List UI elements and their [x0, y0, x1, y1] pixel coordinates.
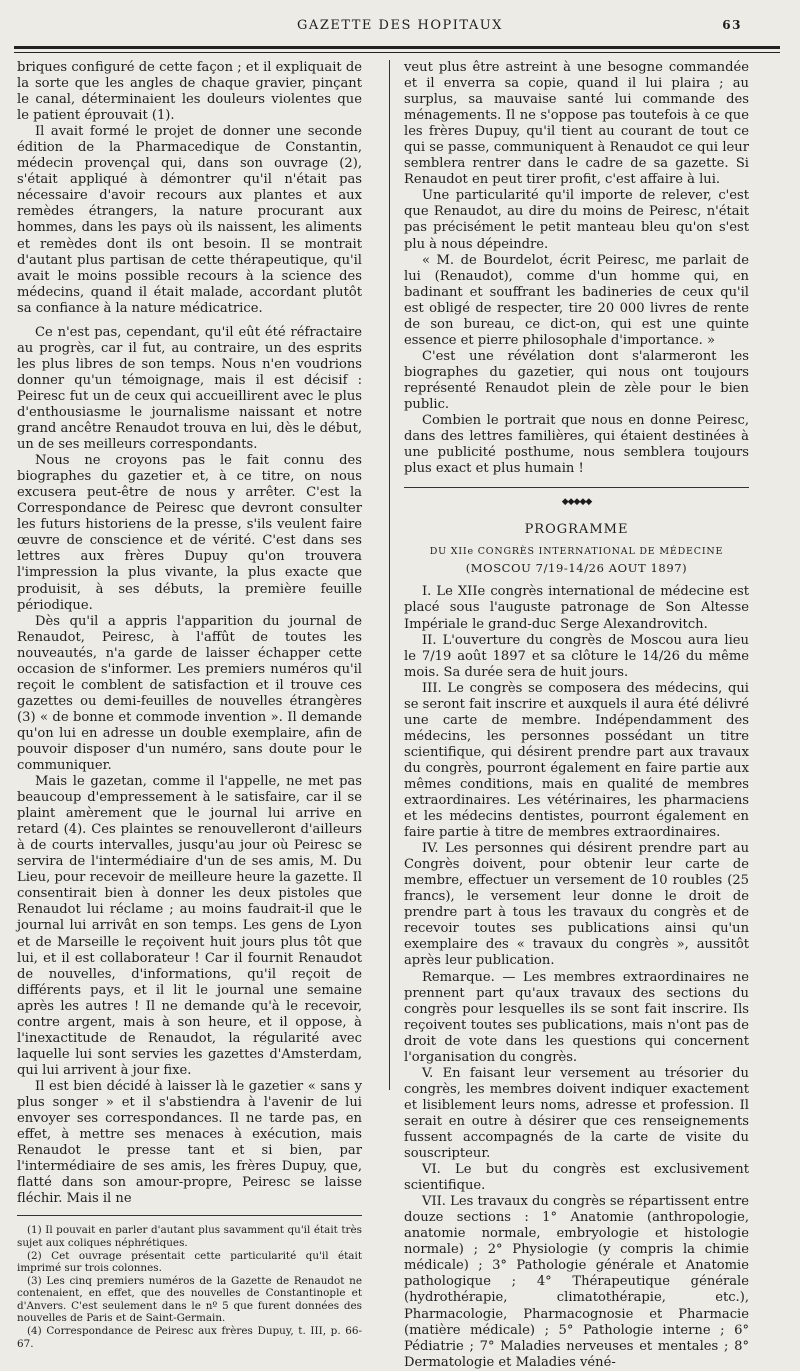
- left-paragraph: Ce n'est pas, cependant, qu'il eût été réfractaire au progrès, car il fut, au contraire, un des esprits les plus libres de son temps. Nous n'en voudrions donner qu'un témoignage, mais il est décisif : Peiresc fut un de ceux qui accueillirent avec le plus d'enthousiasme le journalisme naissant et notre grand ancêtre Renaudot trouva en lui, dès le début, un de ses meilleurs correspondants.: [17, 324, 362, 453]
- left-column: [17, 60, 362, 1350]
- right-paragraph: Combien le portrait que nous en donne Peiresc, dans des lettres familières, qui étaient destinées à une publicité posthume, nous semblera toujours plus exact et plus humain !: [404, 413, 749, 477]
- left-paragraph: Dès qu'il a appris l'apparition du journal de Renaudot, Peiresc, à l'affût de toutes les nouveautés, n'a garde de laisser échapper cette occasion de s'informer. Les premiers numéros qu'il reçoit le comblent de satisfaction et il trouve ces gazettes ou demi-feuilles de nouvelles étrangères (3) « de bonne et commode invention ». Il demande qu'on lui en adresse un double exemplaire, afin de pouvoir disposer d'un numéro, sans doute pour le communiquer.: [17, 613, 362, 774]
- programme-remark: Remarque. — Les membres extraordinaires ne prennent part qu'aux travaux des sections du congrès pour lesquelles ils se sont fait inscrire. Ils reçoivent toutes ses publications, mais n'ont pas de droit de vote dans les questions qui concernent l'organisation du congrès.: [404, 969, 749, 1065]
- left-paragraph: Mais le gazetan, comme il l'appelle, ne met pas beaucoup d'empressement à le satisfaire, car il se plaint amèrement que le journal lui arrive en retard (4). Ces plaintes se renouvelleront d'ailleurs à de courts intervalles, jusqu'au jour où Peiresc se servira de l'intermédiaire d'un de ses amis, M. Du Lieu, pour recevoir de meilleure heure la gazette. Il consentirait bien à donner les deux pistoles que Renaudot lui réclame ; au moins faudrait-il que le journal lui arrivât en son temps. Les gens de Lyon et de Marseille le reçoivent huit jours plus tôt que lui, et il est collaborateur ! Car il fournit Renaudot de nouvelles, d'informations, qu'il reçoit de différents pays, et il lit le journal une semaine après les autres ! Il ne demande qu'à le recevoir, contre argent, mais à son heure, et il oppose, à l'inexactitude de Renaudot, la régularité avec laquelle lui sont servies les gazettes d'Amsterdam, qui lui arrivent à jour fixe.: [17, 774, 362, 1078]
- footnotes: [17, 1224, 362, 1350]
- left-paragraph: briques configuré de cette façon ; et il expliquait de la sorte que les angles de chaque gravier, pinçant le canal, déterminaient les douleurs violentes que le patient éprouvait (1).: [17, 60, 362, 124]
- programme-article: VI. Le but du congrès est exclusivement scientifique.: [404, 1162, 749, 1194]
- header-rule-thin: [14, 52, 780, 53]
- footnote: (1) Il pouvait en parler d'autant plus savamment qu'il était très sujet aux coliques néphrétiques.: [17, 1224, 362, 1249]
- page-number: 63: [722, 18, 742, 32]
- footnote: (2) Cet ouvrage présentait cette particularité qu'il était imprimé sur trois colonnes.: [17, 1249, 362, 1275]
- right-paragraph: « M. de Bourdelot, écrit Peiresc, me parlait de lui (Renaudot), comme d'un homme qui, en badinant et souffrant les badineries de ceux qu'il est obligé de respecter, tire 20 000 livres de rente de son bureau, ce dict-on, qui est une quinte essence et pierre philosophale d'importance. »: [404, 252, 749, 348]
- programme-dates: (MOSCOU 7/19-14/26 AOUT 1897): [465, 561, 688, 576]
- footnote: (4) Correspondance de Peiresc aux frères Dupuy, t. III, p. 66-67.: [17, 1325, 362, 1350]
- programme-article: V. En faisant leur versement au trésorier du congrès, les membres doivent indiquer exactement et lisiblement leurs noms, adresse et profession. Il serait en outre à désirer que ces renseignements fussent accompagnés de la carte de visite du souscripteur.: [404, 1065, 749, 1162]
- programme-article: III. Le congrès se composera des médecins, qui se seront fait inscrire et auxquels il aura été délivré une carte de membre. Indépendamment des médecins, les personnes possédant un titre scientifique, qui désirent prendre part aux travaux du congrès, pourront également en faire partie aux mêmes conditions, mais en qualité de membres extraordinaires. Les vétérinaires, les pharmaciens et les médecins dentistes, pourront également en faire partie à titre de membres extraordinaires.: [404, 680, 749, 841]
- programme-article: I. Le XIIe congrès international de médecine est placé sous l'auguste patronage de Son Altesse Impériale le grand-duc Serge Alexandrovitch.: [404, 584, 749, 632]
- footnote: (3) Les cinq premiers numéros de la Gazette de Renaudot ne contenaient, en effet, que des nouvelles de Constantinople et d'Anvers. C'est seulement dans le nº 5 que furent données des nouvelles de Paris et de Saint-Germain.: [17, 1274, 362, 1325]
- programme-title: PROGRAMME: [524, 522, 629, 538]
- programme-article: II. L'ouverture du congrès de Moscou aura lieu le 7/19 août 1897 et sa clôture le 14/26 du même mois. Sa durée sera de huit jours.: [404, 632, 749, 680]
- journal-title: GAZETTE DES HOPITAUX: [297, 18, 503, 33]
- right-paragraph: veut plus être astreint à une besogne commandée et il enverra sa copie, quand il lui plaira ; au surplus, sa mauvaise santé lui commande des ménagements. Il ne s'oppose pas toutefois à ce que les frères Dupuy, qu'il tient au courant de tout ce qui se passe, communiquent à Renaudot ce qui leur semblera rentrer dans le cadre de sa gazette. Si Renaudot en peut tirer profit, c'est affaire à lui.: [404, 60, 749, 188]
- section-rule: [404, 487, 749, 488]
- left-paragraph: Il avait formé le projet de donner une seconde édition de la Pharmacedique de Constantin, médecin provençal qui, dans son ouvrage (2), s'était appliqué à démontrer qu'il n'était pas nécessaire d'avoir recours aux plantes et aux remèdes étrangers, la nature procurant aux hommes, dans les pays où ils naissent, les aliments et remèdes dont ils ont besoin. Il se montrait d'autant plus partisan de cette thérapeutique, qu'il avait le moins possible recours à la science des médecins, quand il était malade, accordant plutôt sa confiance à la nature médicatrice.: [17, 124, 362, 316]
- left-paragraph: Nous ne croyons pas le fait connu des biographes du gazetier et, à ce titre, on nous excusera peut-être de nous y arrêter. C'est la Correspondance de Peiresc que devront consulter les futurs historiens de la presse, s'ils veulent faire œuvre de conscience et de vérité. C'est dans ses lettres aux frères Dupuy qu'on trouvera l'impression la plus vivante, la plus exacte que produisit, à ses débuts, la première feuille périodique.: [17, 453, 362, 613]
- footnotes-rule: [17, 1215, 362, 1216]
- programme-subtitle: DU XIIe CONGRÈS INTERNATIONAL DE MÉDECINE: [429, 546, 724, 558]
- programme-article: IV. Les personnes qui désirent prendre part au Congrès doivent, pour obtenir leur carte de membre, effectuer un versement de 10 roubles (25 francs), le versement leur donne le droit de prendre part à tous les travaux du congrès et de recevoir toutes ses publications ainsi qu'un exemplaire des « travaux du congrès », aussitôt après leur publication.: [404, 841, 749, 969]
- right-paragraph: Une particularité qu'il importe de relever, c'est que Renaudot, au dire du moins de Peiresc, n'était pas précisément le petit manteau bleu qu'on s'est plu à nous dépeindre.: [404, 188, 749, 252]
- right-paragraph: C'est une révélation dont s'alarmeront les biographes du gazetier, qui nous ont toujours représenté Renaudot plein de zèle pour le bien public.: [404, 348, 749, 412]
- ornament-divider: ◆◆◆◆◆: [561, 497, 592, 508]
- running-head: [0, 18, 800, 38]
- left-paragraph: Il est bien décidé à laisser là le gazetier « sans y plus songer » et il s'abstiendra à l'avenir de lui envoyer ses correspondances. Il ne tarde pas, en effet, à mettre ses menaces à exécution, mais Renaudot le presse tant et si bien, par l'intermédiaire de ses amis, les frères Dupuy, que, flatté dans son amour-propre, Peiresc se laisse fléchir. Mais il ne: [17, 1078, 362, 1207]
- programme-article: VII. Les travaux du congrès se répartissent entre douze sections : 1° Anatomie (anthropologie, anatomie normale, embryologie et histologie normale) ; 2° Physiologie (y compris la chimie médicale) ; 3° Pathologie générale et Anatomie pathologique ; 4° Thérapeutique générale (hydrothérapie, climatothérapie, etc.), Pharmacologie, Pharmacognosie et Pharmacie (matière médicale) ; 5° Pathologie interne ; 6° Pédiatrie ; 7° Maladies nerveuses et mentales ; 8° Dermatologie et Maladies véné-: [404, 1194, 749, 1370]
- header-rule-thick: [14, 46, 780, 49]
- column-separator: [389, 60, 390, 1090]
- right-column: [404, 60, 749, 1371]
